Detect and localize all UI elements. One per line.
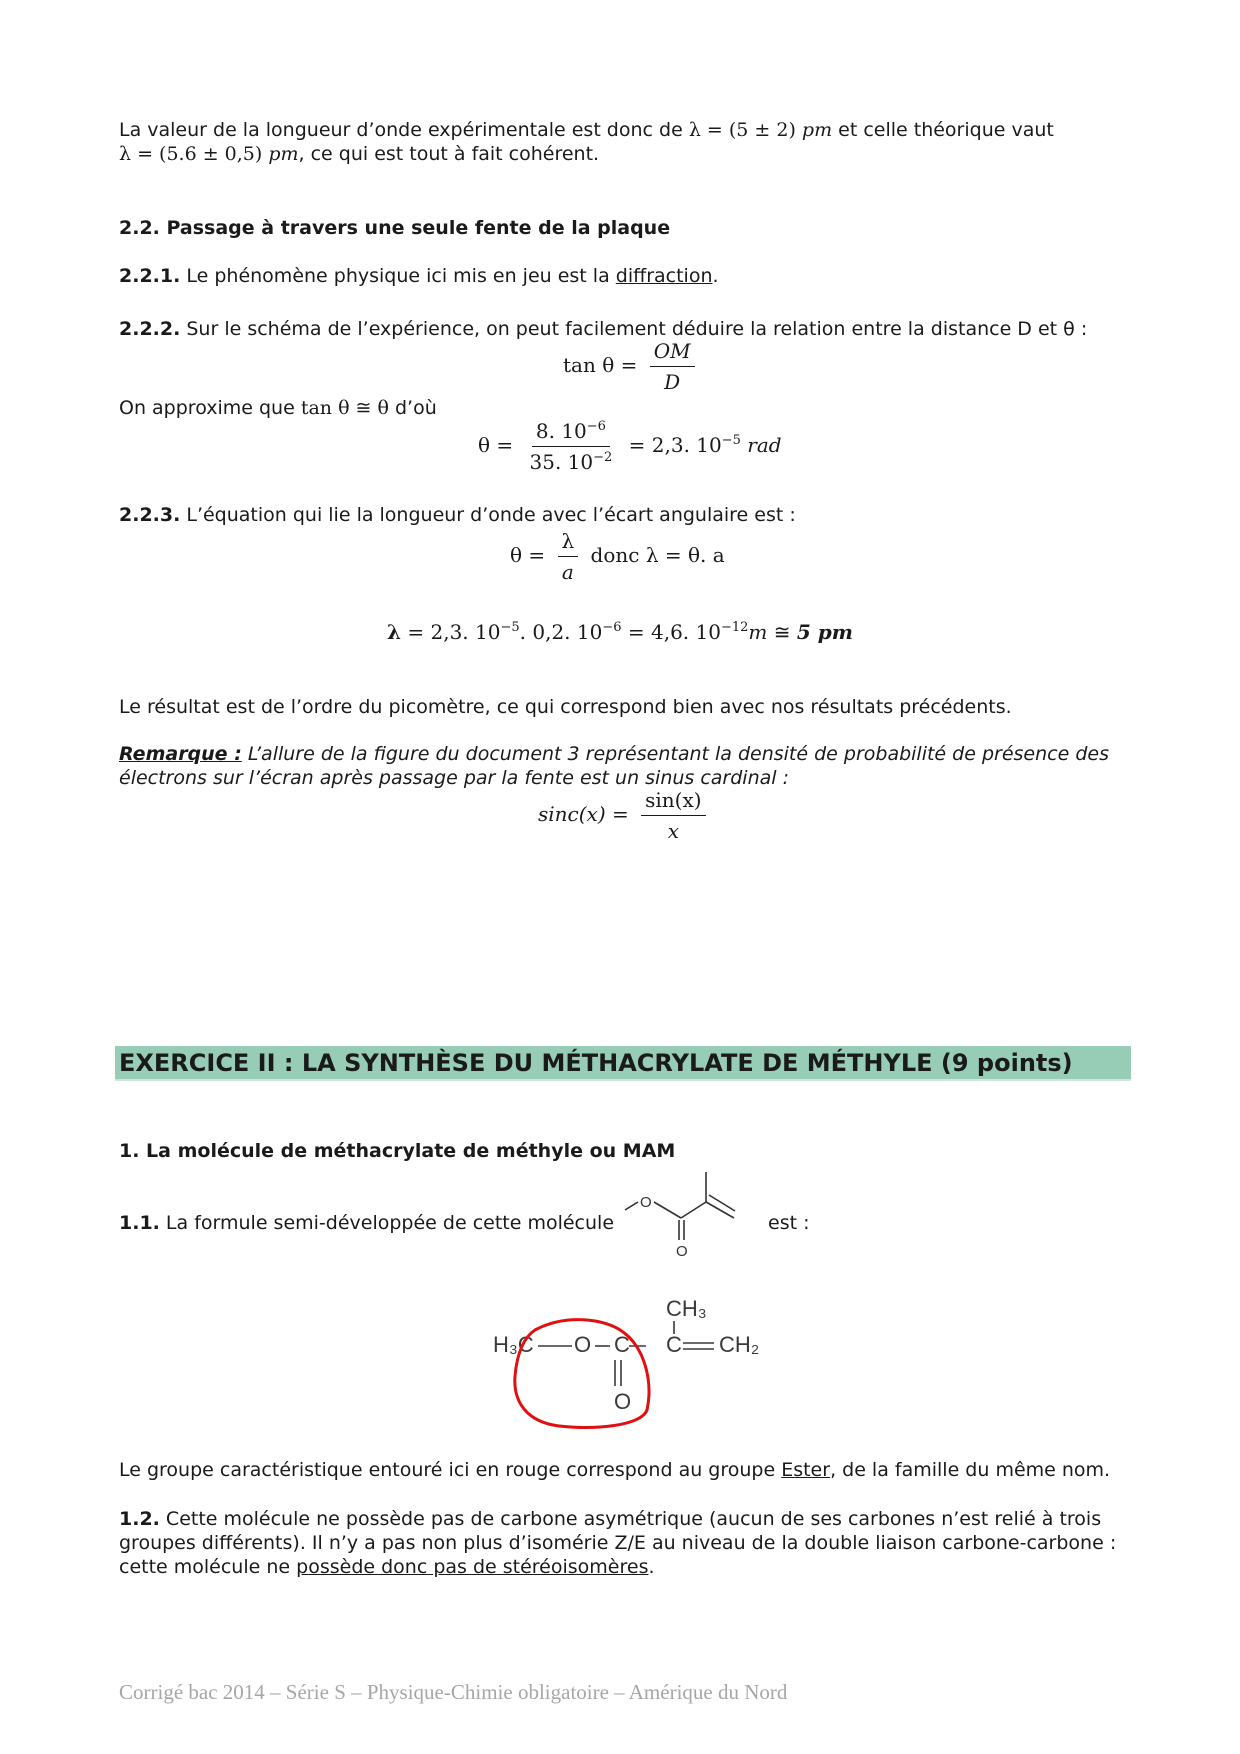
lambda-fraction [558,528,579,585]
lambda-paragraph-line2 [119,142,599,166]
result-paragraph: Le résultat est de l’ordre du picomètre, ce qui correspond bien avec nos résultats précédents. [119,696,1012,718]
bond [681,1202,706,1218]
text-span: d’où [388,397,437,419]
remark-label: Remarque : [119,743,242,765]
fraction-denominator: a [561,560,574,584]
answer-stereoisomers: possède donc pas de stéréoisomères [296,1556,649,1578]
chem-ch2: CH₂ [719,1332,760,1357]
fraction-denominator: D [664,370,681,394]
sinc-equation [538,787,712,844]
math-unit: m [748,620,768,644]
math-span: tan θ = [563,353,644,377]
chem-o: O [574,1332,592,1357]
chem-c1: C [614,1332,630,1357]
math-span: = 2,3. 10 [622,433,722,457]
fraction-numerator: λ [558,528,579,557]
chem-o2: O [614,1389,632,1414]
sinc-fraction [641,787,705,844]
question-2-2-1 [119,264,719,288]
exercise-title: EXERCICE II : LA SYNTHÈSE DU MÉTHACRYLATE DE MÉTHYLE (9 points) [119,1049,1073,1077]
exponent: −6 [586,419,606,434]
ester-paragraph [119,1458,1110,1482]
question-number: 2.2.2. [119,318,181,340]
math-span: 35. 10 [529,450,594,474]
question-1-2-line3 [119,1555,655,1579]
section-heading-2-2: 2.2. Passage à travers une seule fente de la plaque [119,217,671,239]
tan-equation [563,338,701,395]
fraction-denominator: x [667,819,679,843]
chem-ch3: CH₃ [666,1296,707,1321]
answer-ester: Ester [781,1459,831,1481]
text-span: On approxime que [119,397,301,419]
text-span: La valeur de la longueur d’onde expérimentale est donc de [119,119,689,141]
text-span: Le groupe caractéristique entouré ici en rouge correspond au groupe [119,1459,782,1481]
math-span: tan θ ≅ θ [300,397,389,419]
question-1-1-end: est : [768,1212,810,1234]
exponent: −12 [720,620,749,635]
text-span: . [648,1556,655,1578]
theta-fraction [526,418,617,475]
remark-line2: électrons sur l’écran après passage par la fente est un sinus cardinal : [119,767,789,789]
lambda-paragraph-line1 [119,118,1054,142]
math-span: λ = (5.6 ± 0,5) [119,143,269,165]
ester-circle-path [515,1320,649,1428]
question-number: 1.1. [119,1212,160,1234]
math-unit: pm [801,119,833,141]
question-number: 2.2.1. [119,265,181,287]
text-span: et celle théorique vaut [832,119,1054,141]
math-span: . 0,2. 10 [519,620,603,644]
question-1-2-line1 [119,1507,1101,1531]
lambda-relation-equation [510,528,725,585]
math-span: θ = [478,433,520,457]
math-span: θ = [510,543,552,567]
ester-circle [505,1312,665,1432]
lambda-result-equation [387,620,853,644]
fraction-denominator [526,447,617,475]
math-span: = 2,3. 10 [401,620,501,644]
exponent: −5 [721,433,741,448]
bond [625,1202,638,1210]
skeletal-formula [610,1172,750,1262]
text-span: La formule semi-développée de cette molécule [159,1212,615,1234]
text-span: L’allure de la figure du document 3 représentant la densité de probabilité de présence des [241,743,1109,765]
text-span: , ce qui est tout à fait cohérent. [298,143,600,165]
exponent: −6 [602,620,622,635]
question-1-1 [119,1211,614,1235]
text-span: Sur le schéma de l’expérience, on peut facilement déduire la relation entre la distance D et θ : [180,318,1088,340]
question-1-2-line2: groupes différents). Il n’y a pas non plus d’isomérie Z/E au niveau de la double liaison carbone-carbone : [119,1532,1117,1554]
atom-oxygen: O [676,1243,688,1260]
chem-h3c: H₃C [493,1332,534,1357]
text-span: L’équation qui lie la longueur d’onde avec l’écart angulaire est : [180,504,796,526]
math-span: 8. 10 [535,419,587,443]
math-span: = 4,6. 10 [621,620,721,644]
page-footer: Corrigé bac 2014 – Série S – Physique-Chimie obligatoire – Amérique du Nord [119,1680,788,1704]
bond [706,1202,734,1218]
math-span: sinc(x) = [538,802,636,826]
math-span: donc λ = θ. a [584,543,725,567]
section-heading-1: 1. La molécule de méthacrylate de méthyle ou MAM [119,1140,676,1162]
text-span: Le phénomène physique ici mis en jeu est la [180,265,616,287]
question-2-2-3 [119,503,796,527]
exponent: −2 [593,450,613,465]
fraction-numerator [532,418,610,447]
approximation-line [119,396,437,420]
exponent: −5 [500,620,520,635]
math-unit: pm [268,143,299,165]
lambda-result-value: 5 pm [796,620,853,644]
math-span: λ [387,620,402,644]
bond [709,1195,735,1211]
math-span: λ = (5 ± 2) [688,119,802,141]
text-span: , de la famille du même nom. [830,1459,1111,1481]
bond [654,1202,681,1218]
text-span: cette molécule ne [119,1556,297,1578]
atom-oxygen: O [640,1194,652,1211]
tan-fraction [650,338,695,395]
question-number: 1.2. [119,1508,160,1530]
fraction-numerator: OM [650,338,695,367]
theta-equation [478,418,782,475]
remark-line1 [119,742,1109,766]
question-number: 2.2.3. [119,504,181,526]
chem-c2: C [666,1332,682,1357]
math-unit: rad [747,433,782,457]
answer-diffraction: diffraction [615,265,713,287]
fraction-numerator: sin(x) [641,787,705,816]
text-span: . [712,265,719,287]
text-span: Cette molécule ne possède pas de carbone asymétrique (aucun de ses carbones n’est relié à trois [159,1508,1102,1530]
math-span: ≅ [767,620,797,644]
exercise-banner [115,1046,1131,1081]
